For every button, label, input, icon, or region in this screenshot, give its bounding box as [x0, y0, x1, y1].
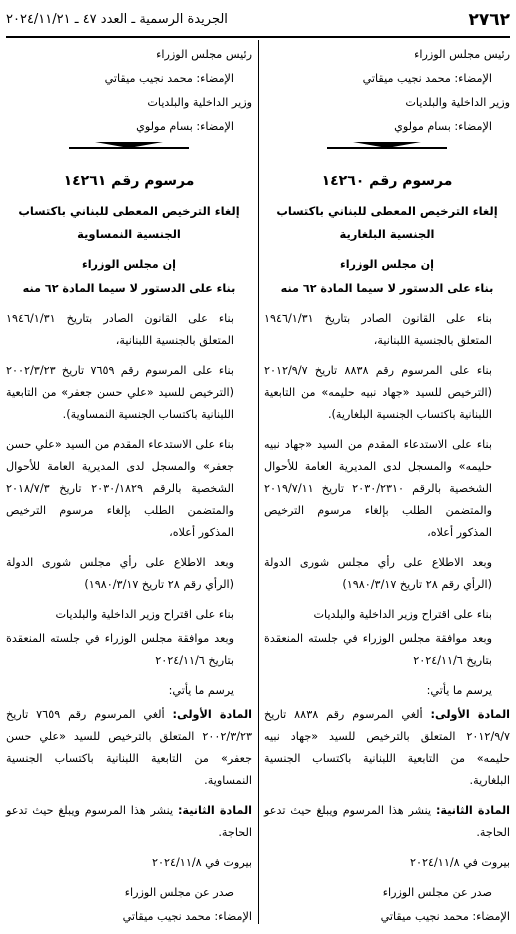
article-2-label: المادة الثانية: — [177, 804, 253, 817]
decree-column-right — [264, 44, 510, 930]
issued-by: صدر عن مجلس الوزراء — [124, 886, 234, 899]
constitution-clause: بناء على الدستور لا سيما المادة ٦٢ منه — [22, 282, 236, 295]
decree-column-left — [6, 44, 252, 930]
recital: وبعد موافقة مجلس الوزراء في جلسته المنعقدة بتاريخ ٢٠٢٤/١١/٦ — [264, 632, 492, 667]
article-1-label: المادة الأولى: — [430, 708, 510, 721]
recital: بناء على المرسوم رقم ٧٦٥٩ تاريخ ٢٠٠٢/٣/٢٣ (الترخيص للسيد «علي حسن جعفر» من التابعية اللبنانية باكتساب الجنسية النمساوية). — [6, 364, 234, 421]
recital: بناء على اقتراح وزير الداخلية والبلديات — [55, 608, 234, 621]
issued-by: صدر عن مجلس الوزراء — [382, 886, 492, 899]
recital: بناء على الاستدعاء المقدم من السيد «علي حسن جعفر» والمسجل لدى المديرية العامة للأحوال الشخصية بالرقم ٢٠٣٠/١٨٢٩ تاريخ ٢٠١٨/٧/٣ والمتضمن الطلب بإلغاء مرسوم الترخيص المذكور أعلاه، — [6, 438, 234, 539]
recital: وبعد الاطلاع على رأي مجلس شورى الدولة (الرأي رقم ٢٨ تاريخ ١٩٨٠/٣/١٧) — [264, 556, 492, 591]
gazette-issue-info: الجريدة الرسمية ـ العدد ٤٧ ـ ٢٠٢٤/١١/٢١ — [6, 12, 228, 27]
article-1-label: المادة الأولى: — [172, 708, 252, 721]
final-signature: الإمضاء: محمد نجيب ميقاتي — [380, 910, 510, 923]
page-header — [6, 10, 510, 36]
recital: بناء على المرسوم رقم ٨٨٣٨ تاريخ ٢٠١٢/٩/٧ (الترخيص للسيد «جهاد نبيه حليمه» من التابعية اللبنانية باكتساب الجنسية البلغارية). — [264, 364, 492, 421]
place-date: بيروت في ٢٠٢٤/١١/٨ — [410, 856, 510, 869]
article-2-text: ينشر هذا المرسوم ويبلغ حيث تدعو الحاجة. — [6, 804, 252, 839]
decrees-clause: يرسم ما يأتي: — [168, 684, 234, 697]
recital: بناء على القانون الصادر بتاريخ ١٩٤٦/١/٣١ المتعلق بالجنسية اللبنانية، — [264, 312, 492, 347]
article-2-text: ينشر هذا المرسوم ويبلغ حيث تدعو الحاجة. — [264, 804, 510, 839]
prev-pm-title: رئيس مجلس الوزراء — [414, 48, 510, 61]
prev-pm-signature: الإمضاء: محمد نجيب ميقاتي — [104, 72, 234, 85]
prev-minister-title: وزير الداخلية والبلديات — [147, 96, 252, 109]
section-ornament — [69, 142, 189, 154]
decree-subject: إلغاء الترخيص المعطى للبناني باكتساب الجنسية النمساوية — [18, 204, 240, 241]
article-2-label: المادة الثانية: — [435, 804, 511, 817]
prev-minister-signature: الإمضاء: بسام مولوي — [136, 120, 234, 133]
page-number: ٢٧٦٢ — [468, 10, 510, 30]
article-1 — [264, 704, 510, 792]
place-date: بيروت في ٢٠٢٤/١١/٨ — [152, 856, 252, 869]
header-rule — [6, 36, 510, 38]
article-1-text: ألغي المرسوم رقم ٧٦٥٩ تاريخ ٢٠٠٢/٣/٢٣ المتعلق بالترخيص للسيد «علي حسن جعفر» من التابعية اللبنانية باكتساب الجنسية النمساوية. — [6, 708, 252, 787]
constitution-clause: بناء على الدستور لا سيما المادة ٦٢ منه — [280, 282, 494, 295]
recital: وبعد الاطلاع على رأي مجلس شورى الدولة (الرأي رقم ٢٨ تاريخ ١٩٨٠/٣/١٧) — [6, 556, 234, 591]
final-signature: الإمضاء: محمد نجيب ميقاتي — [122, 910, 252, 923]
article-2 — [6, 800, 252, 844]
article-1-text: ألغي المرسوم رقم ٨٨٣٨ تاريخ ٢٠١٢/٩/٧ المتعلق بالترخيص للسيد «جهاد نبيه حليمه» من التابعية اللبنانية باكتساب الجنسية البلغارية. — [264, 708, 510, 787]
recital: وبعد موافقة مجلس الوزراء في جلسته المنعقدة بتاريخ ٢٠٢٤/١١/٦ — [6, 632, 234, 667]
decree-title: مرسوم رقم ١٤٢٦١ — [63, 173, 195, 189]
recital: بناء على الاستدعاء المقدم من السيد «جهاد نبيه حليمه» والمسجل لدى المديرية العامة للأحوال الشخصية بالرقم ٢٠٣٠/٢٣١٠ تاريخ ٢٠١٩/٧/١١ والمتضمن الطلب بإلغاء مرسوم الترخيص المذكور أعلاه، — [264, 438, 492, 539]
prev-pm-signature: الإمضاء: محمد نجيب ميقاتي — [362, 72, 492, 85]
pm-heading: إن مجلس الوزراء — [81, 258, 177, 271]
prev-minister-signature: الإمضاء: بسام مولوي — [394, 120, 492, 133]
prev-pm-title: رئيس مجلس الوزراء — [156, 48, 252, 61]
decree-title: مرسوم رقم ١٤٢٦٠ — [321, 173, 453, 189]
pm-heading: إن مجلس الوزراء — [339, 258, 435, 271]
decrees-clause: يرسم ما يأتي: — [426, 684, 492, 697]
column-divider — [258, 40, 259, 924]
prev-minister-title: وزير الداخلية والبلديات — [405, 96, 510, 109]
recital: بناء على القانون الصادر بتاريخ ١٩٤٦/١/٣١ المتعلق بالجنسية اللبنانية، — [6, 312, 234, 347]
decree-subject: إلغاء الترخيص المعطى للبناني باكتساب الجنسية البلغارية — [276, 204, 498, 241]
recital: بناء على اقتراح وزير الداخلية والبلديات — [313, 608, 492, 621]
section-ornament — [327, 142, 447, 154]
article-2 — [264, 800, 510, 844]
article-1 — [6, 704, 252, 792]
